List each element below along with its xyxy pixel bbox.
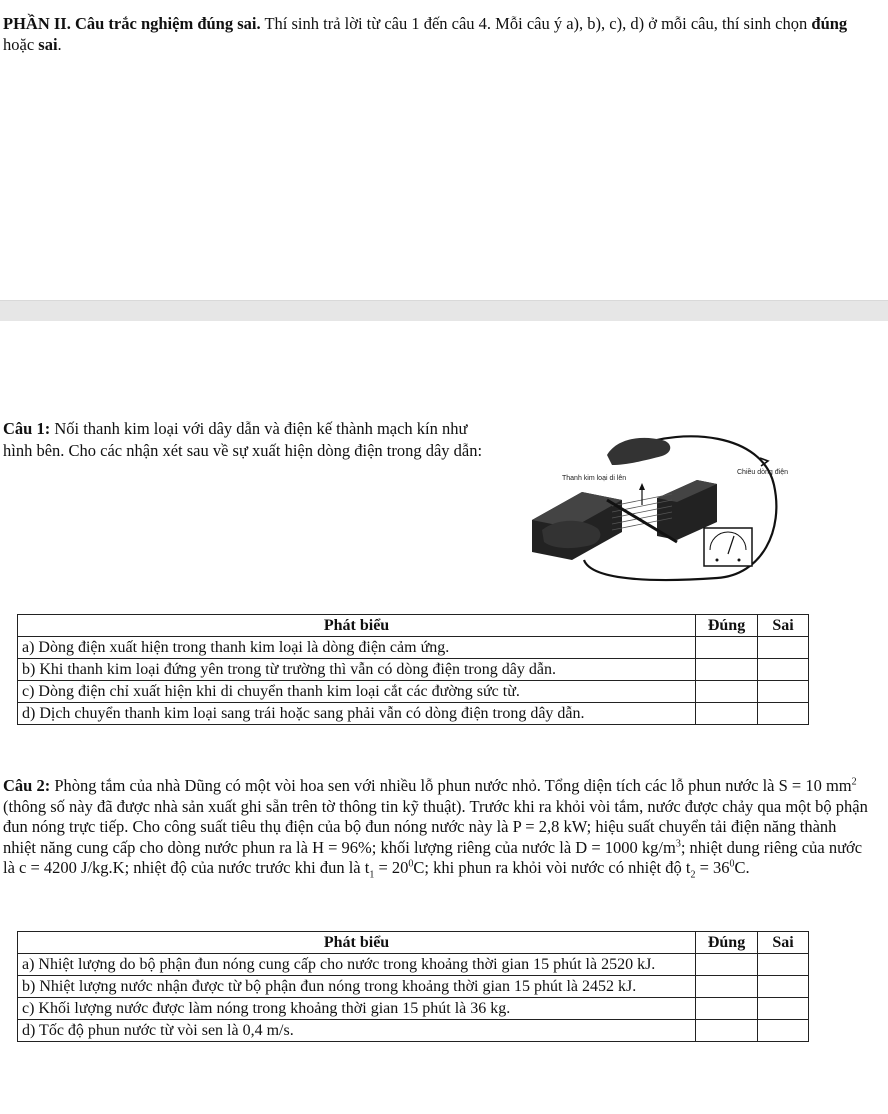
figure-label-current: Chiều dòng điện <box>737 469 788 476</box>
hand-top <box>607 438 670 465</box>
period: . <box>57 35 62 54</box>
header-true: Đúng <box>696 932 758 954</box>
answer-false-cell[interactable] <box>758 976 809 998</box>
statement-c: c) Dòng điện chỉ xuất hiện khi di chuyển thanh kim loại cắt các đường sức từ. <box>18 681 696 703</box>
table-header-row <box>18 615 809 637</box>
galvanometer <box>704 528 752 566</box>
table-row <box>18 954 809 976</box>
statement-a: a) Nhiệt lượng do bộ phận đun nóng cung cấp cho nước trong khoảng thời gian 15 phút là 2520 kJ. <box>18 954 696 976</box>
q2-part: C; khi phun ra khỏi vòi nước có nhiệt độ t <box>413 858 691 877</box>
table-row <box>18 681 809 703</box>
table-row <box>18 659 809 681</box>
q2-part: = 36 <box>695 858 730 877</box>
q2-sup: 3 <box>675 838 681 849</box>
emph-false: sai <box>38 35 58 54</box>
q2-sup: 0 <box>408 858 414 870</box>
statement-d: d) Tốc độ phun nước từ vòi sen là 0,4 m/s. <box>18 1020 696 1042</box>
question-1-text <box>3 418 498 461</box>
header-false: Sai <box>758 615 809 637</box>
answer-false-cell[interactable] <box>758 659 809 681</box>
answer-true-cell[interactable] <box>696 703 758 725</box>
answer-false-cell[interactable] <box>758 637 809 659</box>
q2-sup: 0 <box>729 858 735 870</box>
or-text: hoặc <box>3 35 39 54</box>
answer-true-cell[interactable] <box>696 976 758 998</box>
figure-label-bar: Thanh kim loại di lên <box>562 475 627 482</box>
part-label: PHẦN II. Câu trắc nghiệm đúng sai. <box>3 14 261 33</box>
statement-b: b) Nhiệt lượng nước nhận được từ bộ phận đun nóng trong khoảng thời gian 15 phút là 2452 kJ. <box>18 976 696 998</box>
question-2-label: Câu 2: <box>3 776 51 795</box>
answer-true-cell[interactable] <box>696 681 758 703</box>
q2-part: = 20 <box>374 858 409 877</box>
header-true: Đúng <box>696 615 758 637</box>
table-row <box>18 998 809 1020</box>
question-2-table <box>17 931 809 1042</box>
table-row <box>18 703 809 725</box>
q2-part: Phòng tắm của nhà Dũng có một vòi hoa sen với nhiều lỗ phun nước nhỏ. Tổng diện tích các lỗ phun nước là S = 10 mm <box>50 776 852 795</box>
question-1-label: Câu 1: <box>3 419 51 438</box>
statement-c: c) Khối lượng nước được làm nóng trong khoảng thời gian 15 phút là 36 kg. <box>18 998 696 1020</box>
statement-a: a) Dòng điện xuất hiện trong thanh kim loại là dòng điện cảm ứng. <box>18 637 696 659</box>
answer-true-cell[interactable] <box>696 1020 758 1042</box>
statement-b: b) Khi thanh kim loại đứng yên trong từ trường thì vẫn có dòng điện trong dây dẫn. <box>18 659 696 681</box>
q2-sub: 1 <box>369 869 375 881</box>
q2-sub: 2 <box>690 869 696 881</box>
header-statement: Phát biểu <box>18 932 696 954</box>
answer-false-cell[interactable] <box>758 681 809 703</box>
answer-false-cell[interactable] <box>758 998 809 1020</box>
statement-d: d) Dịch chuyển thanh kim loại sang trái hoặc sang phải vẫn có dòng điện trong dây dẫn. <box>18 703 696 725</box>
q2-sup: 2 <box>851 776 857 788</box>
q2-part: (thông số này đã được nhà sản xuất ghi sẵn trên tờ thông tin kỹ thuật). Trước khi ra khỏi vòi tắm, nước được chảy qua một bộ phận đun nóng trực tiếp. Cho công suất tiêu thụ điện của bộ đun nóng nước này là P = 2,8 kW; hiệu suất chuyển tải điện năng thành nhiệt năng cung cấp cho dòng nước phun ra là H = 96%; khối lượng riêng của nước là D = 1000 kg/m <box>3 796 868 857</box>
header-false: Sai <box>758 932 809 954</box>
header-statement: Phát biểu <box>18 615 696 637</box>
answer-false-cell[interactable] <box>758 954 809 976</box>
table-row <box>18 976 809 998</box>
emph-true: đúng <box>811 14 848 33</box>
question-2-text <box>3 776 873 879</box>
question-1-table <box>17 614 809 725</box>
page-separator <box>0 300 888 322</box>
answer-true-cell[interactable] <box>696 637 758 659</box>
q2-part: C. <box>734 858 750 877</box>
instructions: Thí sinh trả lời từ câu 1 đến câu 4. Mỗi câu ý a), b), c), d) ở mỗi câu, thí sinh chọn <box>260 14 812 33</box>
table-row <box>18 1020 809 1042</box>
q2-part: ; nhiệt dung riêng của nước là c = 4200 J/kg.K; nhiệt độ của nước trước khi đun là t <box>3 837 863 877</box>
answer-true-cell[interactable] <box>696 659 758 681</box>
induction-figure <box>512 410 817 600</box>
section-header <box>3 13 873 55</box>
table-row <box>18 637 809 659</box>
answer-false-cell[interactable] <box>758 1020 809 1042</box>
question-1-body: Nối thanh kim loại với dây dẫn và điện kế thành mạch kín như hình bên. Cho các nhận xét sau về sự xuất hiện dòng điện trong dây dẫn: <box>3 419 483 460</box>
answer-false-cell[interactable] <box>758 703 809 725</box>
answer-true-cell[interactable] <box>696 998 758 1020</box>
table-header-row <box>18 932 809 954</box>
answer-true-cell[interactable] <box>696 954 758 976</box>
